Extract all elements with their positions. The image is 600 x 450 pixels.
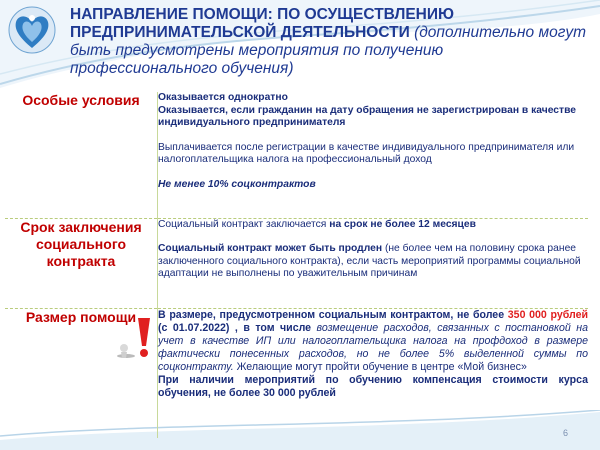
condition-line: Не менее 10% соцконтрактов [158, 178, 316, 190]
row-label-amount: Размер помощи [25, 308, 137, 325]
training-compensation: При наличии мероприятий по обучению компенсация стоимости курса обучения, не более 30 000 рублей [158, 373, 588, 399]
condition-line: Оказывается, если гражданин на дату обращения не зарегистрирован в качестве индивидуального предпринимателя [158, 104, 576, 129]
amount-date-text: (с 01.07.2022) , в том числе [158, 321, 312, 334]
logo-icon [2, 4, 62, 58]
page-number: 6 [563, 428, 569, 438]
page-title [70, 6, 590, 78]
row-label-contract-term: Срок заключения социального контракта [5, 218, 158, 308]
amount-value: 350 000 рублей [507, 308, 588, 321]
extension-paragraph [158, 243, 588, 281]
term-paragraph [158, 219, 588, 232]
condition-line: Оказывается однократно [158, 92, 288, 103]
term-text-bold: на срок не более 12 месяцев [329, 218, 476, 230]
row-content-amount [158, 308, 589, 438]
table-row [5, 308, 588, 438]
extension-text-bold: Социальный контракт может быть продлен [158, 243, 383, 255]
amount-note-italic: возмещение расходов, связанных с постановкой на учет в качестве ИП или налогоплательщика налога на профдоход в размере фактически понесенных расходов, но не более 5% выделенной суммы по соцконтракту. [158, 321, 589, 373]
table-row [5, 218, 588, 308]
title-note-text: (дополнительно могут быть предусмотрены мероприятия по получению профессионального обучения) [70, 24, 587, 77]
row-label-special-conditions: Особые условия [5, 92, 158, 218]
extension-text: (не более чем на половину срока ранее заключенного социального контракта), если часть мероприятий программы социальной адаптации не выполнены по уважительным причинам [158, 243, 581, 280]
amount-training-text: Желающие могут пройти обучение в центре «Мой бизнес» [233, 360, 527, 373]
term-text: Социальный контракт заключается [158, 218, 330, 230]
exclamation-icon [112, 316, 156, 360]
assistance-table [5, 92, 588, 438]
row-content-special-conditions [158, 92, 589, 218]
amount-paragraph [158, 309, 588, 374]
amount-text-bold: В размере, предусмотренном социальным контрактом, не более [158, 308, 508, 321]
condition-line: Выплачивается после регистрации в качестве индивидуального предпринимателя или налогоплательщика налога на профессиональный доход [158, 141, 575, 166]
row-content-contract-term [158, 218, 589, 308]
title-bold-text: НАПРАВЛЕНИЕ ПОМОЩИ: ПО ОСУЩЕСТВЛЕНИЮ ПРЕДПРИНИМАТЕЛЬСКОЙ ДЕЯТЕЛЬНОСТИ [70, 6, 455, 41]
table-row [5, 92, 588, 218]
